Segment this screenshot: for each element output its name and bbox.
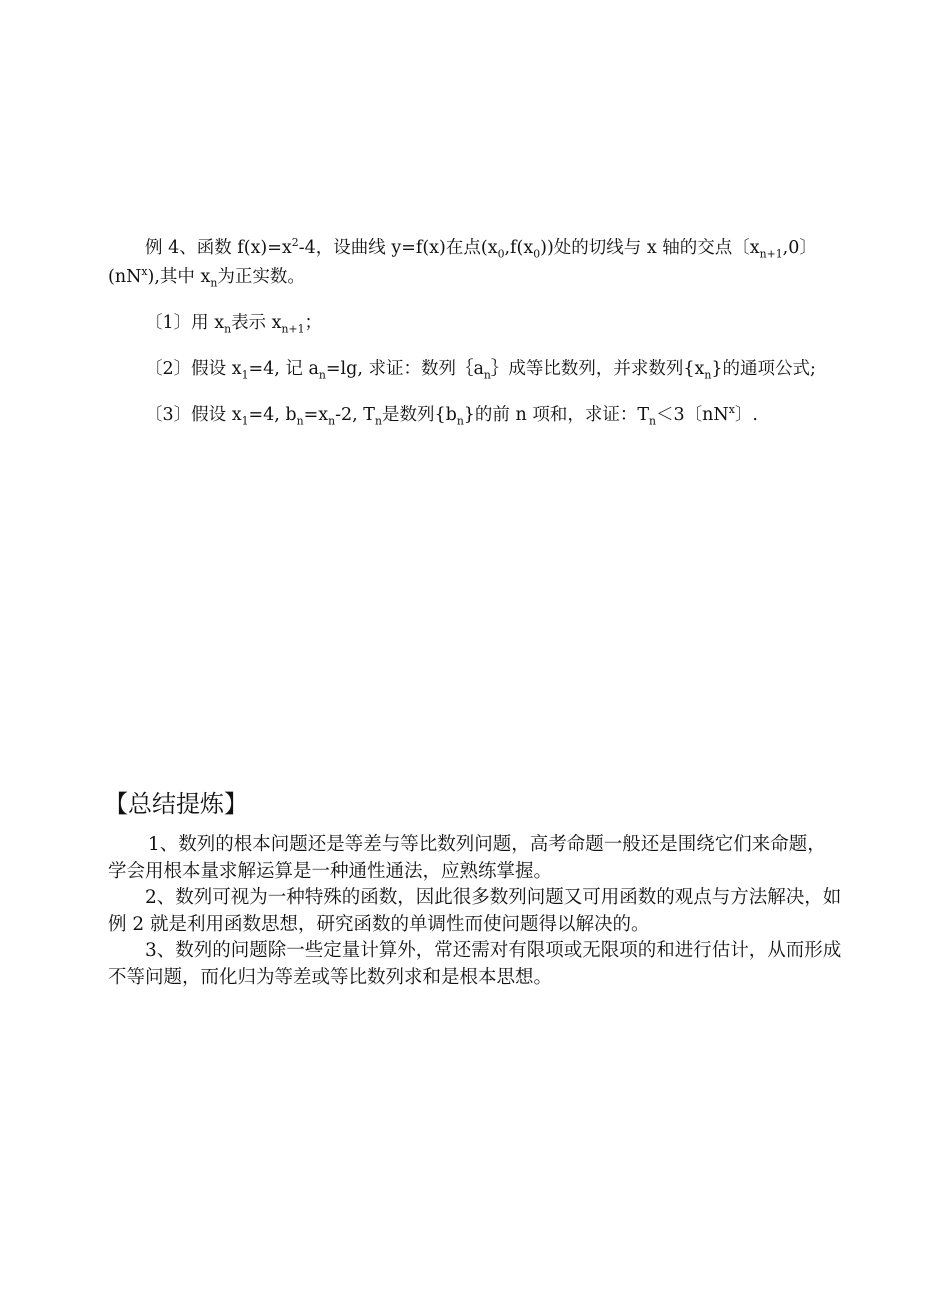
subscript: n [483, 368, 491, 382]
text-run: 例 4、函数 f(x)=x [145, 238, 292, 258]
subscript: n [318, 368, 326, 382]
subscript: n+1 [281, 322, 305, 336]
question-1 [108, 309, 843, 338]
example-4 [108, 234, 843, 430]
text-run: }的通项公式; [711, 359, 816, 379]
subscript: 0 [497, 247, 505, 261]
subscript: n+1 [759, 247, 783, 261]
summary-point-3: 3、数列的问题除一些定量计算外，常还需对有限项或无限项的和进行估计，从而形成不等问题，而化归为等差或等比数列求和是根本思想。 [108, 940, 842, 988]
text-run: 为正实数。 [217, 267, 305, 287]
subscript: n [224, 322, 232, 336]
text-run: =lg, 求证：数列｛a [325, 359, 484, 379]
text-run: ｝成等比数列，并求数列{x [490, 359, 705, 379]
subscript: n [649, 414, 656, 428]
text-run: ))处的切线与 x 轴的交点〔x [540, 238, 760, 258]
subscript: 1 [241, 414, 249, 428]
text-run: ,f(x [504, 238, 534, 258]
subscript: n [328, 414, 336, 428]
superscript: x [141, 265, 148, 279]
text-run: =4, b [248, 405, 297, 425]
subscript: n [296, 414, 304, 428]
summary-heading: 【总结提炼】 [104, 790, 248, 818]
superscript: x [728, 403, 735, 417]
text-run: 〔1〕用 x [145, 313, 225, 333]
question-2 [108, 355, 843, 384]
summary-point-2: 2、数列可视为一种特殊的函数，因此很多数列问题又可用函数的观点与方法解决，如例 2 就是利用函数思想，研究函数的单调性而使问题得以解决的。 [108, 887, 842, 935]
question-3 [108, 401, 843, 430]
text-run: ,0〕(nN [108, 238, 817, 287]
subscript: 1 [241, 368, 249, 382]
text-run: ),其中 x [147, 267, 211, 287]
summary-point-1: 1、数列的根本问题还是等差与等比数列问题，高考命题一般还是围绕它们来命题，学会用根本量求解运算是一种通性通法，应熟练掌握。 [108, 834, 826, 882]
text-run: =4, 记 a [248, 359, 319, 379]
subscript: 0 [533, 247, 541, 261]
text-run: -2, T [335, 405, 375, 425]
text-run: 表示 x [231, 313, 282, 333]
text-run: -4，设曲线 y=f(x)在点(x [298, 238, 498, 258]
summary-section [108, 832, 843, 991]
text-run: }的前 n 项和，求证：T [463, 405, 649, 425]
text-run: ＜3〔nN [655, 405, 729, 425]
example-4-intro [108, 234, 843, 292]
text-run: =x [303, 405, 329, 425]
text-run: 是数列{b [381, 405, 457, 425]
subscript: n [210, 276, 218, 290]
text-run: 〕. [734, 405, 758, 425]
text-run: 〔3〕假设 x [145, 405, 242, 425]
text-run: 〔2〕假设 x [145, 359, 242, 379]
subscript: n [704, 368, 712, 382]
subscript: n [456, 414, 464, 428]
superscript: 2 [291, 236, 299, 250]
text-run: ； [304, 313, 322, 333]
subscript: n [374, 414, 382, 428]
